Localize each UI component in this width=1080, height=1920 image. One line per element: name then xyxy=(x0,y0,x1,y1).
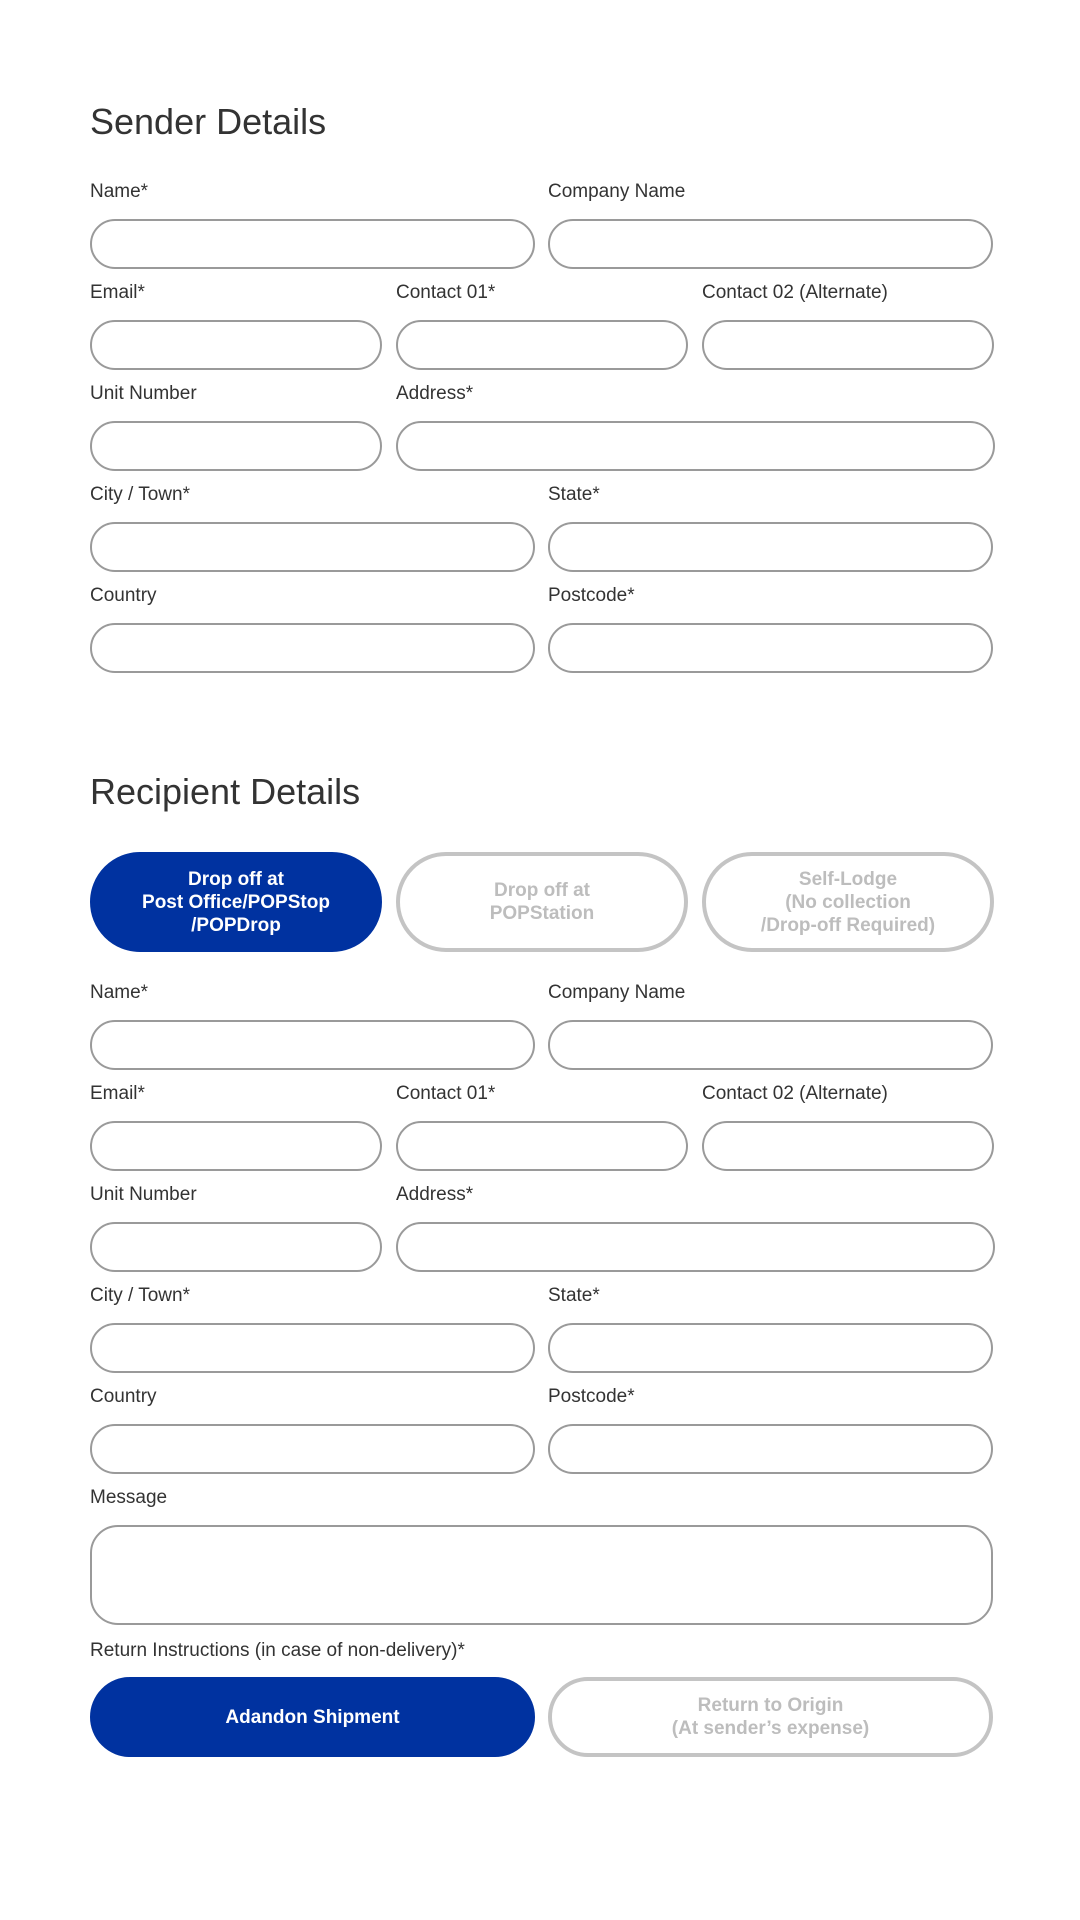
sender-row-city xyxy=(90,485,993,585)
sender-city-label: City / Town* xyxy=(90,484,190,505)
delivery-option-popstation[interactable]: Drop off at POPStation xyxy=(396,852,688,952)
recipient-contact1-label: Contact 01* xyxy=(396,1083,496,1104)
sender-country-label: Country xyxy=(90,585,157,606)
recipient-email-input[interactable] xyxy=(90,1121,382,1171)
recipient-postcode-input[interactable] xyxy=(548,1424,993,1474)
recipient-row-contact xyxy=(90,1084,993,1184)
sender-contact1-label: Contact 01* xyxy=(396,282,496,303)
sender-row-address xyxy=(90,384,993,484)
recipient-unit-label: Unit Number xyxy=(90,1184,197,1205)
delivery-options xyxy=(90,852,993,952)
recipient-row-address xyxy=(90,1185,993,1285)
sender-name-input[interactable] xyxy=(90,219,535,269)
recipient-country-input[interactable] xyxy=(90,1424,535,1474)
recipient-address-label: Address* xyxy=(396,1184,474,1205)
sender-contact1-input[interactable] xyxy=(396,320,688,370)
sender-email-label: Email* xyxy=(90,282,145,303)
sender-unit-input[interactable] xyxy=(90,421,382,471)
recipient-city-input[interactable] xyxy=(90,1323,535,1373)
recipient-name-label: Name* xyxy=(90,982,149,1003)
recipient-city-label: City / Town* xyxy=(90,1285,190,1306)
sender-row-contact xyxy=(90,283,993,383)
sender-row-country xyxy=(90,586,993,686)
recipient-row-city xyxy=(90,1286,993,1386)
recipient-message-label: Message xyxy=(90,1487,168,1508)
sender-postcode-label: Postcode* xyxy=(548,585,635,606)
recipient-row-country xyxy=(90,1387,993,1487)
sender-section-title: Sender Details xyxy=(90,101,327,142)
sender-contact2-label: Contact 02 (Alternate) xyxy=(702,282,888,303)
sender-city-input[interactable] xyxy=(90,522,535,572)
return-to-origin-button[interactable]: Return to Origin (At sender’s expense) xyxy=(548,1677,993,1757)
recipient-row-name xyxy=(90,983,993,1083)
sender-email-input[interactable] xyxy=(90,320,382,370)
recipient-message-input[interactable] xyxy=(90,1525,993,1625)
recipient-unit-input[interactable] xyxy=(90,1222,382,1272)
sender-unit-label: Unit Number xyxy=(90,383,197,404)
recipient-address-input[interactable] xyxy=(396,1222,995,1272)
recipient-company-label: Company Name xyxy=(548,982,686,1003)
sender-state-input[interactable] xyxy=(548,522,993,572)
recipient-state-input[interactable] xyxy=(548,1323,993,1373)
recipient-state-label: State* xyxy=(548,1285,600,1306)
abandon-shipment-button[interactable]: Adandon Shipment xyxy=(90,1677,535,1757)
recipient-country-label: Country xyxy=(90,1386,157,1407)
sender-name-label: Name* xyxy=(90,181,149,202)
recipient-name-input[interactable] xyxy=(90,1020,535,1070)
delivery-option-post-office[interactable]: Drop off at Post Office/POPStop /POPDrop xyxy=(90,852,382,952)
sender-state-label: State* xyxy=(548,484,600,505)
return-instructions xyxy=(90,1641,993,1771)
return-instructions-label: Return Instructions (in case of non-delivery)* xyxy=(90,1640,465,1661)
recipient-email-label: Email* xyxy=(90,1083,145,1104)
sender-contact2-input[interactable] xyxy=(702,320,994,370)
sender-address-input[interactable] xyxy=(396,421,995,471)
recipient-row-message xyxy=(90,1488,993,1628)
sender-company-label: Company Name xyxy=(548,181,686,202)
recipient-section-title: Recipient Details xyxy=(90,771,361,812)
sender-address-label: Address* xyxy=(396,383,474,404)
recipient-postcode-label: Postcode* xyxy=(548,1386,635,1407)
recipient-contact2-input[interactable] xyxy=(702,1121,994,1171)
delivery-option-self-lodge[interactable]: Self-Lodge (No collection /Drop-off Required) xyxy=(702,852,994,952)
recipient-contact1-input[interactable] xyxy=(396,1121,688,1171)
sender-company-input[interactable] xyxy=(548,219,993,269)
recipient-company-input[interactable] xyxy=(548,1020,993,1070)
sender-row-name xyxy=(90,182,993,282)
sender-country-input[interactable] xyxy=(90,623,535,673)
sender-postcode-input[interactable] xyxy=(548,623,993,673)
recipient-contact2-label: Contact 02 (Alternate) xyxy=(702,1083,888,1104)
